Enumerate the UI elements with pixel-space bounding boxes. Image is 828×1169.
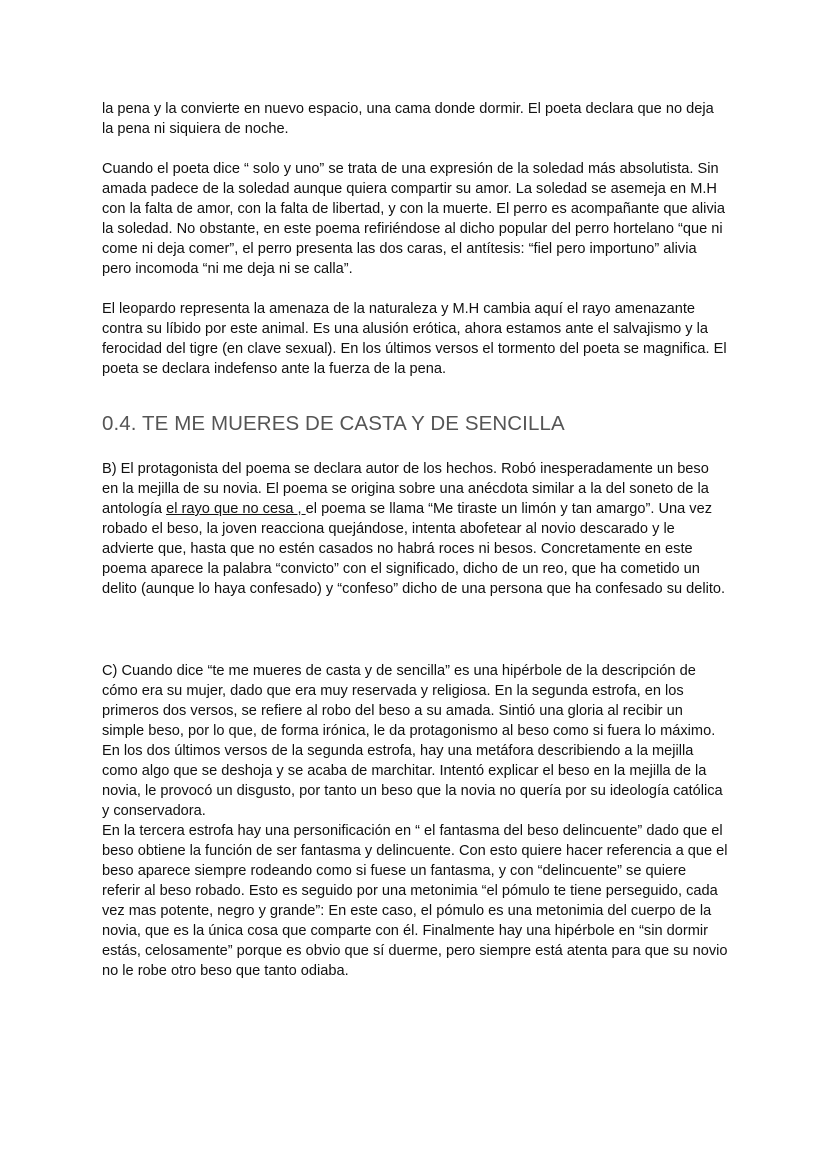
paragraph-b bbox=[102, 459, 728, 599]
paragraph-soledad: Cuando el poeta dice “ solo y uno” se trata de una expresión de la soledad más absolutista. Sin amada padece de la soledad aunque quiera compartir su amor. La soledad se asemeja en M.H con la falta de amor, con la falta de libertad, y con la muerte. El perro es acompañante que alivia la soledad. No obstante, en este poema refiriéndose al dicho popular del perro hortelano “que ni come ni deja comer”, el perro presenta las dos caras, el antítesis: “fiel pero importuno” alivia pero incomoda “ni me deja ni se calla”. bbox=[102, 161, 726, 277]
paragraph-b-text-start: B) El protagonista del poema se declara autor de los hechos. Robó inesperadamente un beso en la mejilla de su novia. El poema se origina sobre una anécdota similar a la del soneto de la antología bbox=[102, 461, 709, 517]
paragraph-b-text-end: el poema se llama “Me tiraste un limón y tan amargo”. Una vez robado el beso, la joven reacciona quejándose, intenta abofetear al novio descarado y le advierte que, hasta que no estén casados no habrá roces ni besos. Concretamente en este poema aparece la palabra “convicto” con el significado, dicho de un reo, que ha cometido un delito (aunque lo haya confesado) y “confeso” dicho de una persona que ha confesado su delito. bbox=[102, 501, 726, 597]
page-content bbox=[102, 99, 728, 981]
paragraph-c-metafora: En los dos últimos versos de la segunda estrofa, hay una metáfora describiendo a la mejilla como algo que se deshoja y se acaba de marchitar. Intentó explicar el beso en la mejilla de la novia, le provocó un disgusto, por tanto un beso que la novia no quería por su ideología católica y conservadora. bbox=[102, 743, 723, 819]
paragraph-c-personificacion: En la tercera estrofa hay una personificación en “ el fantasma del beso delincuente” dado que el beso obtiene la función de ser fantasma y delincuente. Con esto quiere hacer referencia a que el beso aparece siempre rodeando como si fuese un fantasma, y con “delincuente” se quiere referir al beso robado. Esto es seguido por una metonimia “el pómulo te tiene perseguido, cada vez mas potente, negro y grande”: En este caso, el pómulo es una metonimia del cuerpo de la novia, que es la única cosa que comparte con él. Finalmente hay una hipérbole en “sin dormir estás, celosamente” porque es obvio que sí duerme, pero siempre está atenta para que su novio no le robe otro beso que tanto odiaba. bbox=[102, 823, 728, 979]
paragraph-leopardo: El leopardo representa la amenaza de la naturaleza y M.H cambia aquí el rayo amenazante contra su líbido por este animal. Es una alusión erótica, ahora estamos ante el salvajismo y la ferocidad del tigre (en clave sexual). En los últimos versos el tormento del poeta se magnifica. El poeta se declara indefenso ante la fuerza de la pena. bbox=[102, 301, 727, 377]
paragraph-pena: la pena y la convierte en nuevo espacio, una cama donde dormir. El poeta declara que no deja la pena ni siquiera de noche. bbox=[102, 101, 714, 137]
section-heading: 0.4. TE ME MUERES DE CASTA Y DE SENCILLA bbox=[102, 412, 565, 435]
paragraph-c-intro: C) Cuando dice “te me mueres de casta y de sencilla” es una hipérbole de la descripción de cómo era su mujer, dado que era muy reservada y religiosa. En la segunda estrofa, en los primeros dos versos, se refiere al robo del beso a su amada. Sintió una gloria al recibir un simple beso, por lo que, de forma irónica, le da protagonismo al beso como si fuera lo máximo. bbox=[102, 663, 716, 739]
anthology-title-link: el rayo que no cesa , bbox=[166, 501, 306, 517]
